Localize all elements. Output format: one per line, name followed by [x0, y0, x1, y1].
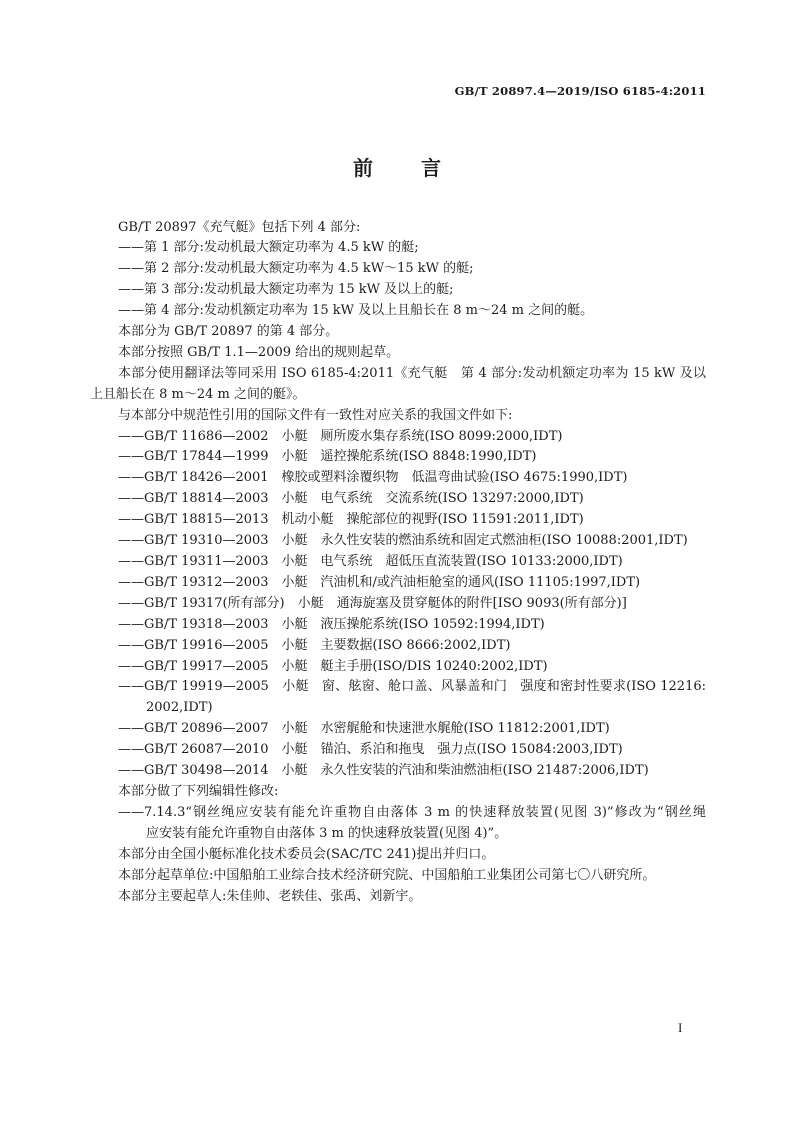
standard-code-header: GB/T 20897.4—2019/ISO 6185-4:2011	[454, 84, 706, 98]
editorial-change-line: 应安装有能允许重物自由落体 3 m 的快速释放装置(见图 4)”。	[146, 825, 508, 841]
part-list-item: ——第 4 部分:发动机额定功率为 15 kW 及以上且船长在 8 m～24 m 之间的艇。	[118, 303, 594, 319]
composition-intro: GB/T 20897《充气艇》包括下列 4 部分:	[118, 219, 361, 235]
reference-list-item: ——GB/T 19916—2005 小艇 主要数据(ISO 8666:2002,IDT)	[118, 637, 511, 653]
adoption-statement-line: 上且船长在 8 m～24 m 之间的艇》。	[90, 386, 306, 402]
reference-list-item-continuation: 2002,IDT)	[146, 700, 213, 716]
reference-list-item: ——GB/T 18814—2003 小艇 电气系统 交流系统(ISO 13297:2000,IDT)	[118, 491, 584, 507]
this-part-statement: 本部分为 GB/T 20897 的第 4 部分。	[118, 324, 339, 340]
drafters-statement: 本部分主要起草人:朱佳帅、老轶佳、张禹、刘新宇。	[118, 888, 422, 904]
reference-list-item: ——GB/T 19312—2003 小艇 汽油机和/或汽油柜舱室的通风(ISO 11105:1997,IDT)	[118, 574, 641, 590]
reference-list-item: ——GB/T 18426—2001 橡胶或塑料涂覆织物 低温弯曲试验(ISO 4675:1990,IDT)	[118, 470, 628, 486]
reference-list-item: ——GB/T 20896—2007 小艇 水密艉舱和快速泄水艉舱(ISO 11812:2001,IDT)	[118, 721, 610, 737]
foreword-body	[90, 218, 706, 908]
drafting-units-statement: 本部分起草单位:中国船舶工业综合技术经济研究院、中国船舶工业集团公司第七〇八研究所。	[118, 867, 656, 883]
reference-list-item: ——GB/T 17844—1999 小艇 遥控操舵系统(ISO 8848:1990,IDT)	[118, 449, 537, 465]
proposer-statement: 本部分由全国小艇标准化技术委员会(SAC/TC 241)提出并归口。	[118, 846, 495, 862]
reference-list-item: ——GB/T 26087—2010 小艇 锚泊、系泊和拖曳 强力点(ISO 15084:2003,IDT)	[118, 742, 623, 758]
reference-list-item: ——GB/T 19311—2003 小艇 电气系统 超低压直流装置(ISO 10133:2000,IDT)	[118, 554, 623, 569]
page-title: 前 言	[353, 156, 455, 180]
reference-list-item: ——GB/T 19318—2003 小艇 液压操舵系统(ISO 10592:1994,IDT)	[118, 616, 545, 632]
reference-list-item: ——GB/T 18815—2013 机动小艇 操舵部位的视野(ISO 11591:2011,IDT)	[118, 512, 584, 528]
reference-list-item: ——GB/T 11686—2002 小艇 厕所废水集存系统(ISO 8099:2000,IDT)	[118, 428, 563, 444]
reference-list-item: ——GB/T 19310—2003 小艇 永久性安装的燃油系统和固定式燃油柜(ISO 10088:2001,IDT)	[118, 533, 688, 549]
part-list-item: ——第 2 部分:发动机最大额定功率为 4.5 kW～15 kW 的艇;	[118, 261, 474, 277]
drafting-rules-statement: 本部分按照 GB/T 1.1—2009 给出的规则起草。	[118, 344, 400, 360]
reference-list-item: ——GB/T 19919—2005 小艇 窗、舷窗、舱口盖、风暴盖和门 强度和密封性要求(ISO 12216:	[118, 679, 706, 695]
correspondence-intro: 与本部分中规范性引用的国际文件有一致性对应关系的我国文件如下:	[118, 407, 513, 423]
page-number: I	[678, 1020, 683, 1035]
part-list-item: ——第 1 部分:发动机最大额定功率为 4.5 kW 的艇;	[118, 240, 419, 256]
reference-list-item: ——GB/T 30498—2014 小艇 永久性安装的汽油和柴油燃油柜(ISO 21487:2006,IDT)	[118, 763, 649, 779]
reference-list-item: ——GB/T 19917—2005 小艇 艇主手册(ISO/DIS 10240:2002,IDT)	[118, 658, 548, 674]
part-list-item: ——第 3 部分:发动机最大额定功率为 15 kW 及以上的艇;	[118, 282, 454, 298]
editorial-change-line: ——7.14.3“钢丝绳应安装有能允许重物自由落体 3 m 的快速释放装置(见图 3)”修改为“钢丝绳	[118, 804, 706, 820]
adoption-statement-line: 本部分使用翻译法等同采用 ISO 6185-4:2011《充气艇 第 4 部分:发动机额定功率为 15 kW 及以	[118, 365, 706, 381]
reference-list-item: ——GB/T 19317(所有部分) 小艇 通海旋塞及贯穿艇体的附件[ISO 9093(所有部分)]	[118, 595, 627, 611]
editorial-intro: 本部分做了下列编辑性修改:	[118, 783, 279, 799]
